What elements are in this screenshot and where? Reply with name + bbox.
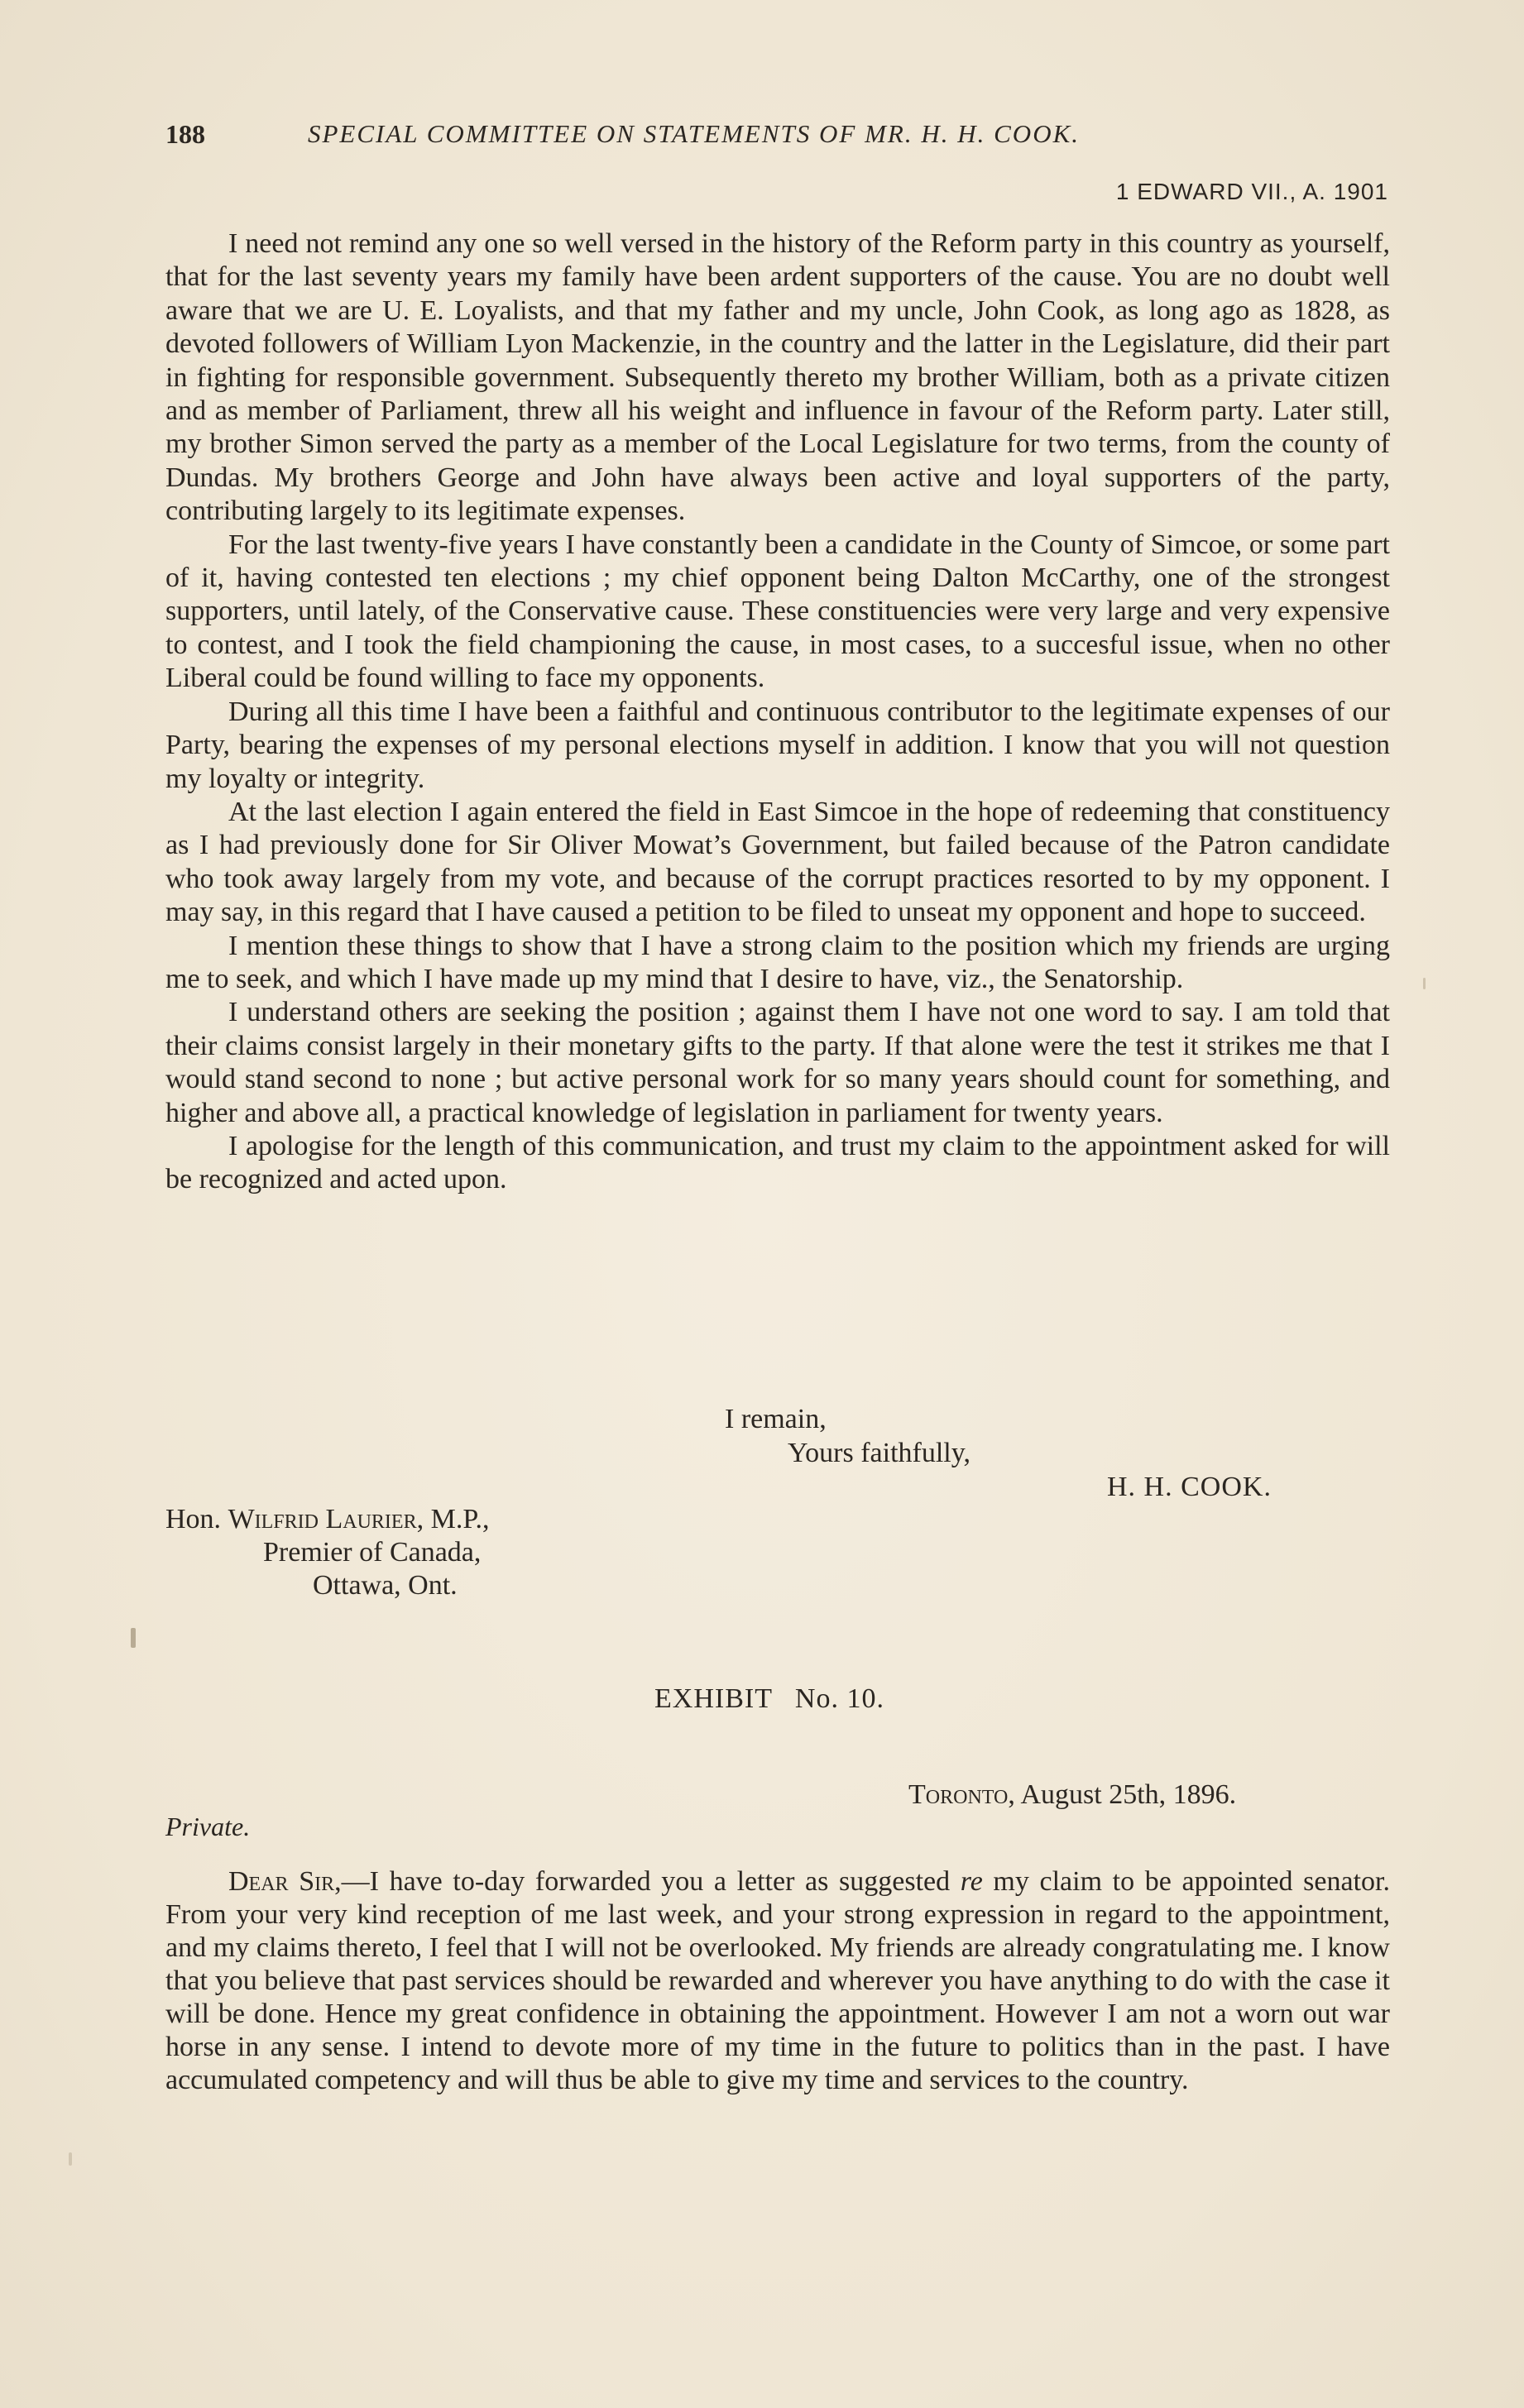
paragraph-2: For the last twenty-five years I have constantly been a candidate in the County of Simcoe, or some part of it, having contested ten elections ; my chief opponent being Dalton McCarthy, one of the strongest supporters, until lately, of the Conservative cause. These constituencies were very large and very expensive to contest, and I took the field championing the cause, in most cases, to a succesful issue, when no other Liberal could be found willing to face my opponents.	[165, 529, 1390, 694]
exhibit-heading	[0, 1683, 1524, 1715]
paper-mark	[131, 1628, 136, 1648]
address-line-1	[165, 1503, 489, 1536]
second-letter-body	[165, 1865, 1390, 2097]
paragraph-7: I apologise for the length of this communication, and trust my claim to the appointment asked for will be recognized and acted upon.	[165, 1130, 1390, 1195]
closing-faithfully: Yours faithfully,	[788, 1438, 971, 1468]
salutation: Dear Sir	[228, 1866, 335, 1897]
re-word: re	[960, 1866, 983, 1897]
exhibit-label: EXHIBIT	[654, 1683, 773, 1714]
second-letter-paragraph	[165, 1865, 1390, 2097]
closing-remain: I remain,	[725, 1404, 827, 1434]
exhibit-number: No. 10.	[794, 1683, 884, 1714]
page-header	[165, 116, 1390, 157]
second-letter-text-2: my claim to be appointed senator. From your very kind reception of me last week, and your strong expression in regard to the appointment, and my claims thereto, I feel that I will not be overlooked. My friends are already congratulating me. I know that you believe that past services should be rewarded and wherever you have anything to do with the case it will be done. Hence my great confidence in obtaining the appointment. However I am not a worn out war horse in any sense. I intend to devote more of my time in the future to politics than in the past. I have accumulated competency and will thus be able to give my time and services to the country.	[165, 1866, 1390, 2095]
letter-body	[165, 227, 1390, 1197]
page-number: 188	[165, 119, 205, 149]
paper-mark	[1423, 978, 1426, 989]
paper-mark	[69, 2152, 72, 2166]
dateline-place: Toronto	[908, 1779, 1009, 1810]
second-letter-text-1: ,—I have to-day forwarded you a letter as suggested	[334, 1866, 961, 1897]
dateline	[908, 1779, 1236, 1811]
paragraph-5: I mention these things to show that I have a strong claim to the position which my friends are urging me to seek, and which I have made up my mind that I desire to have, viz., the Senatorship.	[165, 930, 1390, 994]
recipient-address	[165, 1503, 489, 1602]
private-label: Private.	[165, 1812, 251, 1841]
address-line-3: Ottawa, Ont.	[313, 1570, 458, 1601]
address-name: Wilfrid Laurier	[228, 1504, 417, 1534]
address-line-2: Premier of Canada,	[263, 1537, 482, 1568]
paragraph-6: I understand others are seeking the position ; against them I have not one word to say. I am told that their claims consist largely in their monetary gifts to the party. If that alone were the test it strikes me that I would stand second to none ; but active personal work for so many years should count for something, and higher and above all, a practical knowledge of legislation in parliament for twenty years.	[165, 997, 1390, 1128]
address-honorific: Hon.	[165, 1504, 222, 1534]
paragraph-3: During all this time I have been a faithful and continuous contributor to the legitimate expenses of our Party, bearing the expenses of my personal elections myself in addition. I know that you will not question my loyalty or integrity.	[165, 696, 1390, 794]
paragraph-4: At the last election I again entered the field in East Simcoe in the hope of redeeming that constituency as I had previously done for Sir Oliver Mowat’s Government, but failed because of the Patron candidate who took away largely from my vote, and because of the corrupt practices resorted to by my opponent. I may say, in this regard that I have caused a petition to be filed to unseat my opponent and hope to succeed.	[165, 796, 1390, 928]
session-label: 1 EDWARD VII., A. 1901	[1115, 179, 1388, 204]
signature: H. H. COOK.	[1107, 1472, 1272, 1502]
address-suffix: , M.P.,	[416, 1504, 490, 1534]
paragraph-1: I need not remind any one so well versed in the history of the Reform party in this country as yourself, that for the last seventy years my family have been ardent supporters of the cause. You are no doubt well aware that we are U. E. Loyalists, and that my father and my uncle, John Cook, as long ago as 1828, as devoted followers of William Lyon Mackenzie, in the country and the latter in the Legislature, did their part in fighting for responsible government. Subsequently thereto my brother William, both as a private citizen and as member of Parliament, threw all his weight and influence in favour of the Reform party. Later still, my brother Simon served the party as a member of the Local Legislature for two terms, from the county of Dundas. My brothers George and John have always been active and loyal supporters of the party, contributing largely to its legitimate expenses.	[165, 228, 1390, 527]
running-title: SPECIAL COMMITTEE ON STATEMENTS OF MR. H. H. COOK.	[308, 119, 1081, 148]
dateline-date: , August 25th, 1896.	[1008, 1779, 1237, 1810]
